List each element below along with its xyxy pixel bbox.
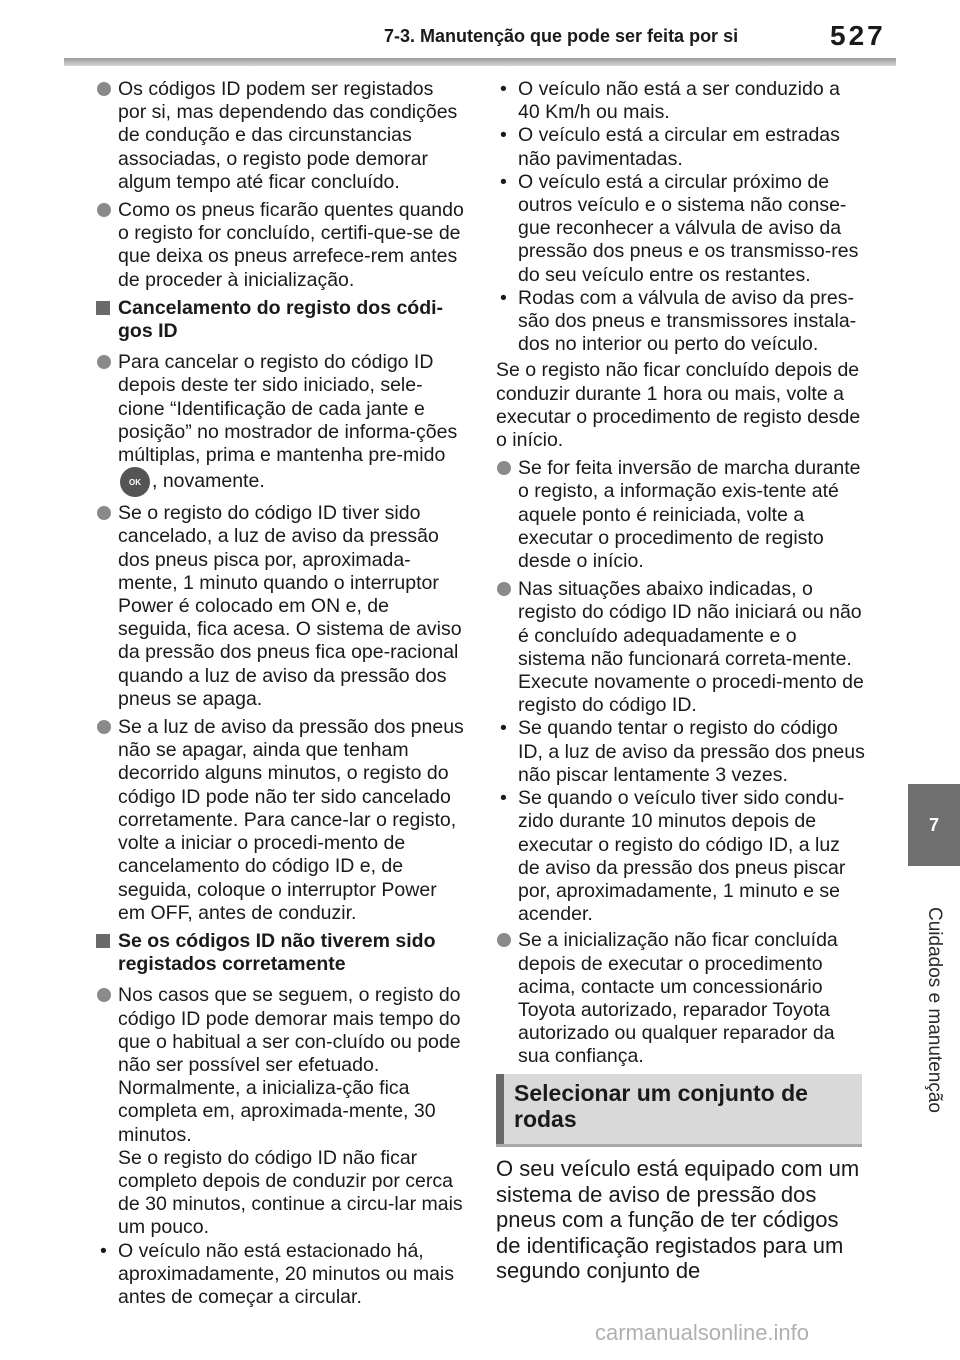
- paragraph-light-not-off: Se a luz de aviso da pressão dos pneus não se apagar, ainda que tenham decorrido alguns minutos, o registo do código ID pode não ter sido cancelado corretamente. Para cance-lar o registo, volte a iniciar o procedi-mento de cancelamento do código ID e, de seguida, coloque o interruptor Power em OFF, antes de conduzir.: [96, 716, 466, 925]
- paragraph-situations: Nas situações abaixo indicadas, o registo do código ID não iniciará ou não é concluído adequadamente e o sistema não funcionará correta-mente. Execute novamente o procedi-mento de registo do código ID.: [496, 578, 866, 717]
- subheading-not-registered: Se os códigos ID não tiverem sido registados corretamente: [96, 930, 466, 976]
- list-item: • O veículo não está a ser conduzido a 40 Km/h ou mais.: [500, 78, 840, 124]
- chapter-tab: 7: [908, 784, 960, 866]
- list-item: • Se quando tentar o registo do código ID, a luz de aviso da pressão dos pneus não piscar lentamente 3 vezes.: [500, 717, 865, 786]
- paragraph-reversing: Se for feita inversão de marcha durante o registo, a informação exis-tente até aquele ponto é reiniciada, volte a executar o procedimento de registo desde o início.: [496, 457, 866, 573]
- header-rule: [64, 58, 896, 66]
- chapter-title: Cuidados e manutenção: [924, 907, 945, 1113]
- page-number: 527: [830, 20, 886, 51]
- section-intro-text: O seu veículo está equipado com um sistema de aviso de pressão dos pneus com a função de ter códigos de identificação registados para um segundo conjunto de: [496, 1156, 860, 1283]
- situation-list: [496, 717, 866, 926]
- watermark: carmanualsonline.info: [595, 1320, 810, 1345]
- paragraph-cancel-procedure: Para cancelar o registo do código ID depois deste ter sido iniciado, sele-cione “Identificação de cada jante e posição” no mostrador de informa-ções múltiplas, prima e mantenha pre-mido OK , novamente.: [96, 351, 466, 497]
- bullet-dot-icon: [97, 988, 111, 1002]
- paragraph-id-registration: Os códigos ID podem ser registados por si, mas dependendo das condições de condução e das circunstancias associadas, o registo pode demorar algum tempo até ficar concluído.: [96, 78, 466, 194]
- ok-button-icon: OK: [120, 467, 150, 497]
- paragraph-tires-hot: Como os pneus ficarão quentes quando o registo for concluído, certifi-que-se de que deixa os pneus arrefece-rem antes de proceder à inicialização.: [96, 199, 466, 292]
- bullet-dot-icon: [97, 720, 111, 734]
- bullet-dot-icon: [97, 355, 111, 369]
- list-item: • O veículo não está estacionado há, aproximadamente, 20 minutos ou mais antes de começar a circular.: [100, 1239, 455, 1308]
- left-column: [96, 78, 466, 1312]
- bullet-dot-icon: [497, 933, 511, 947]
- bullet-dot-icon: [97, 203, 111, 217]
- list-item: • Se quando o veículo tiver sido condu-zido durante 10 minutos depois de executar o registo do código ID, a luz de aviso da pressão dos pneus piscar por, aproximadamente, 1 minuto e se acender.: [500, 787, 846, 926]
- list-item: • O veículo está a circular em estradas não pavimentadas.: [500, 124, 840, 170]
- subheading-cancel-registration: Cancelamento do registo dos códi-gos ID: [96, 297, 466, 343]
- square-bullet-icon: [96, 301, 110, 315]
- paragraph-registration-delay: Nos casos que se seguem, o registo do código ID pode demorar mais tempo do que o habitual a ser con-cluído ou pode não ser possível ser efetuado. Normalmente, a inicializa-ção fica completa em, aproximada-mente, 30 minutos. Se o registo do código ID não ficar completo depois de conduzir por cerca de 30 minutos, continue a circu-lar mais um pouco.: [96, 984, 466, 1239]
- paragraph-one-hour-rule: Se o registo não ficar concluído depois de conduzir durante 1 hora ou mais, volte a executar o procedimento de registo desde o início.: [496, 359, 861, 452]
- condition-list-right: [496, 78, 866, 356]
- paragraph-contact-dealer: Se a inicialização não ficar concluída depois de executar o procedimento acima, contacte um concessionário Toyota autorizado, reparador Toyota autorizado ou qualquer reparador da sua confiança.: [496, 929, 866, 1068]
- bullet-dot-icon: [497, 582, 511, 596]
- list-item: • O veículo está a circular próximo de outros veículo e o sistema não conse-gue reconhecer a válvula de aviso da pressão dos pneus e os transmisso-res do seu veículo entre os restantes.: [500, 170, 859, 286]
- right-column: [496, 78, 866, 1074]
- section-title-box: Selecionar um conjunto de rodas: [496, 1074, 862, 1144]
- list-item: • Rodas com a válvula de aviso da pres-são dos pneus e transmissores instala-dos no interior ou perto do veículo.: [500, 286, 857, 356]
- bullet-dot-icon: [97, 506, 111, 520]
- square-bullet-icon: [96, 934, 110, 948]
- bullet-dot-icon: [497, 461, 511, 475]
- condition-list-left: [96, 1240, 466, 1310]
- bullet-dot-icon: [97, 82, 111, 96]
- section-header-title: 7-3. Manutenção que pode ser feita por si: [384, 26, 739, 46]
- paragraph-cancel-warning-light: Se o registo do código ID tiver sido cancelado, a luz de aviso da pressão dos pneus pisca por, aproximada-mente, 1 minuto quando o interruptor Power é colocado em ON e, de seguida, fica acesa. O sistema de aviso da pressão dos pneus fica ope-racional quando a luz de aviso da pressão dos pneus se apaga.: [96, 502, 466, 711]
